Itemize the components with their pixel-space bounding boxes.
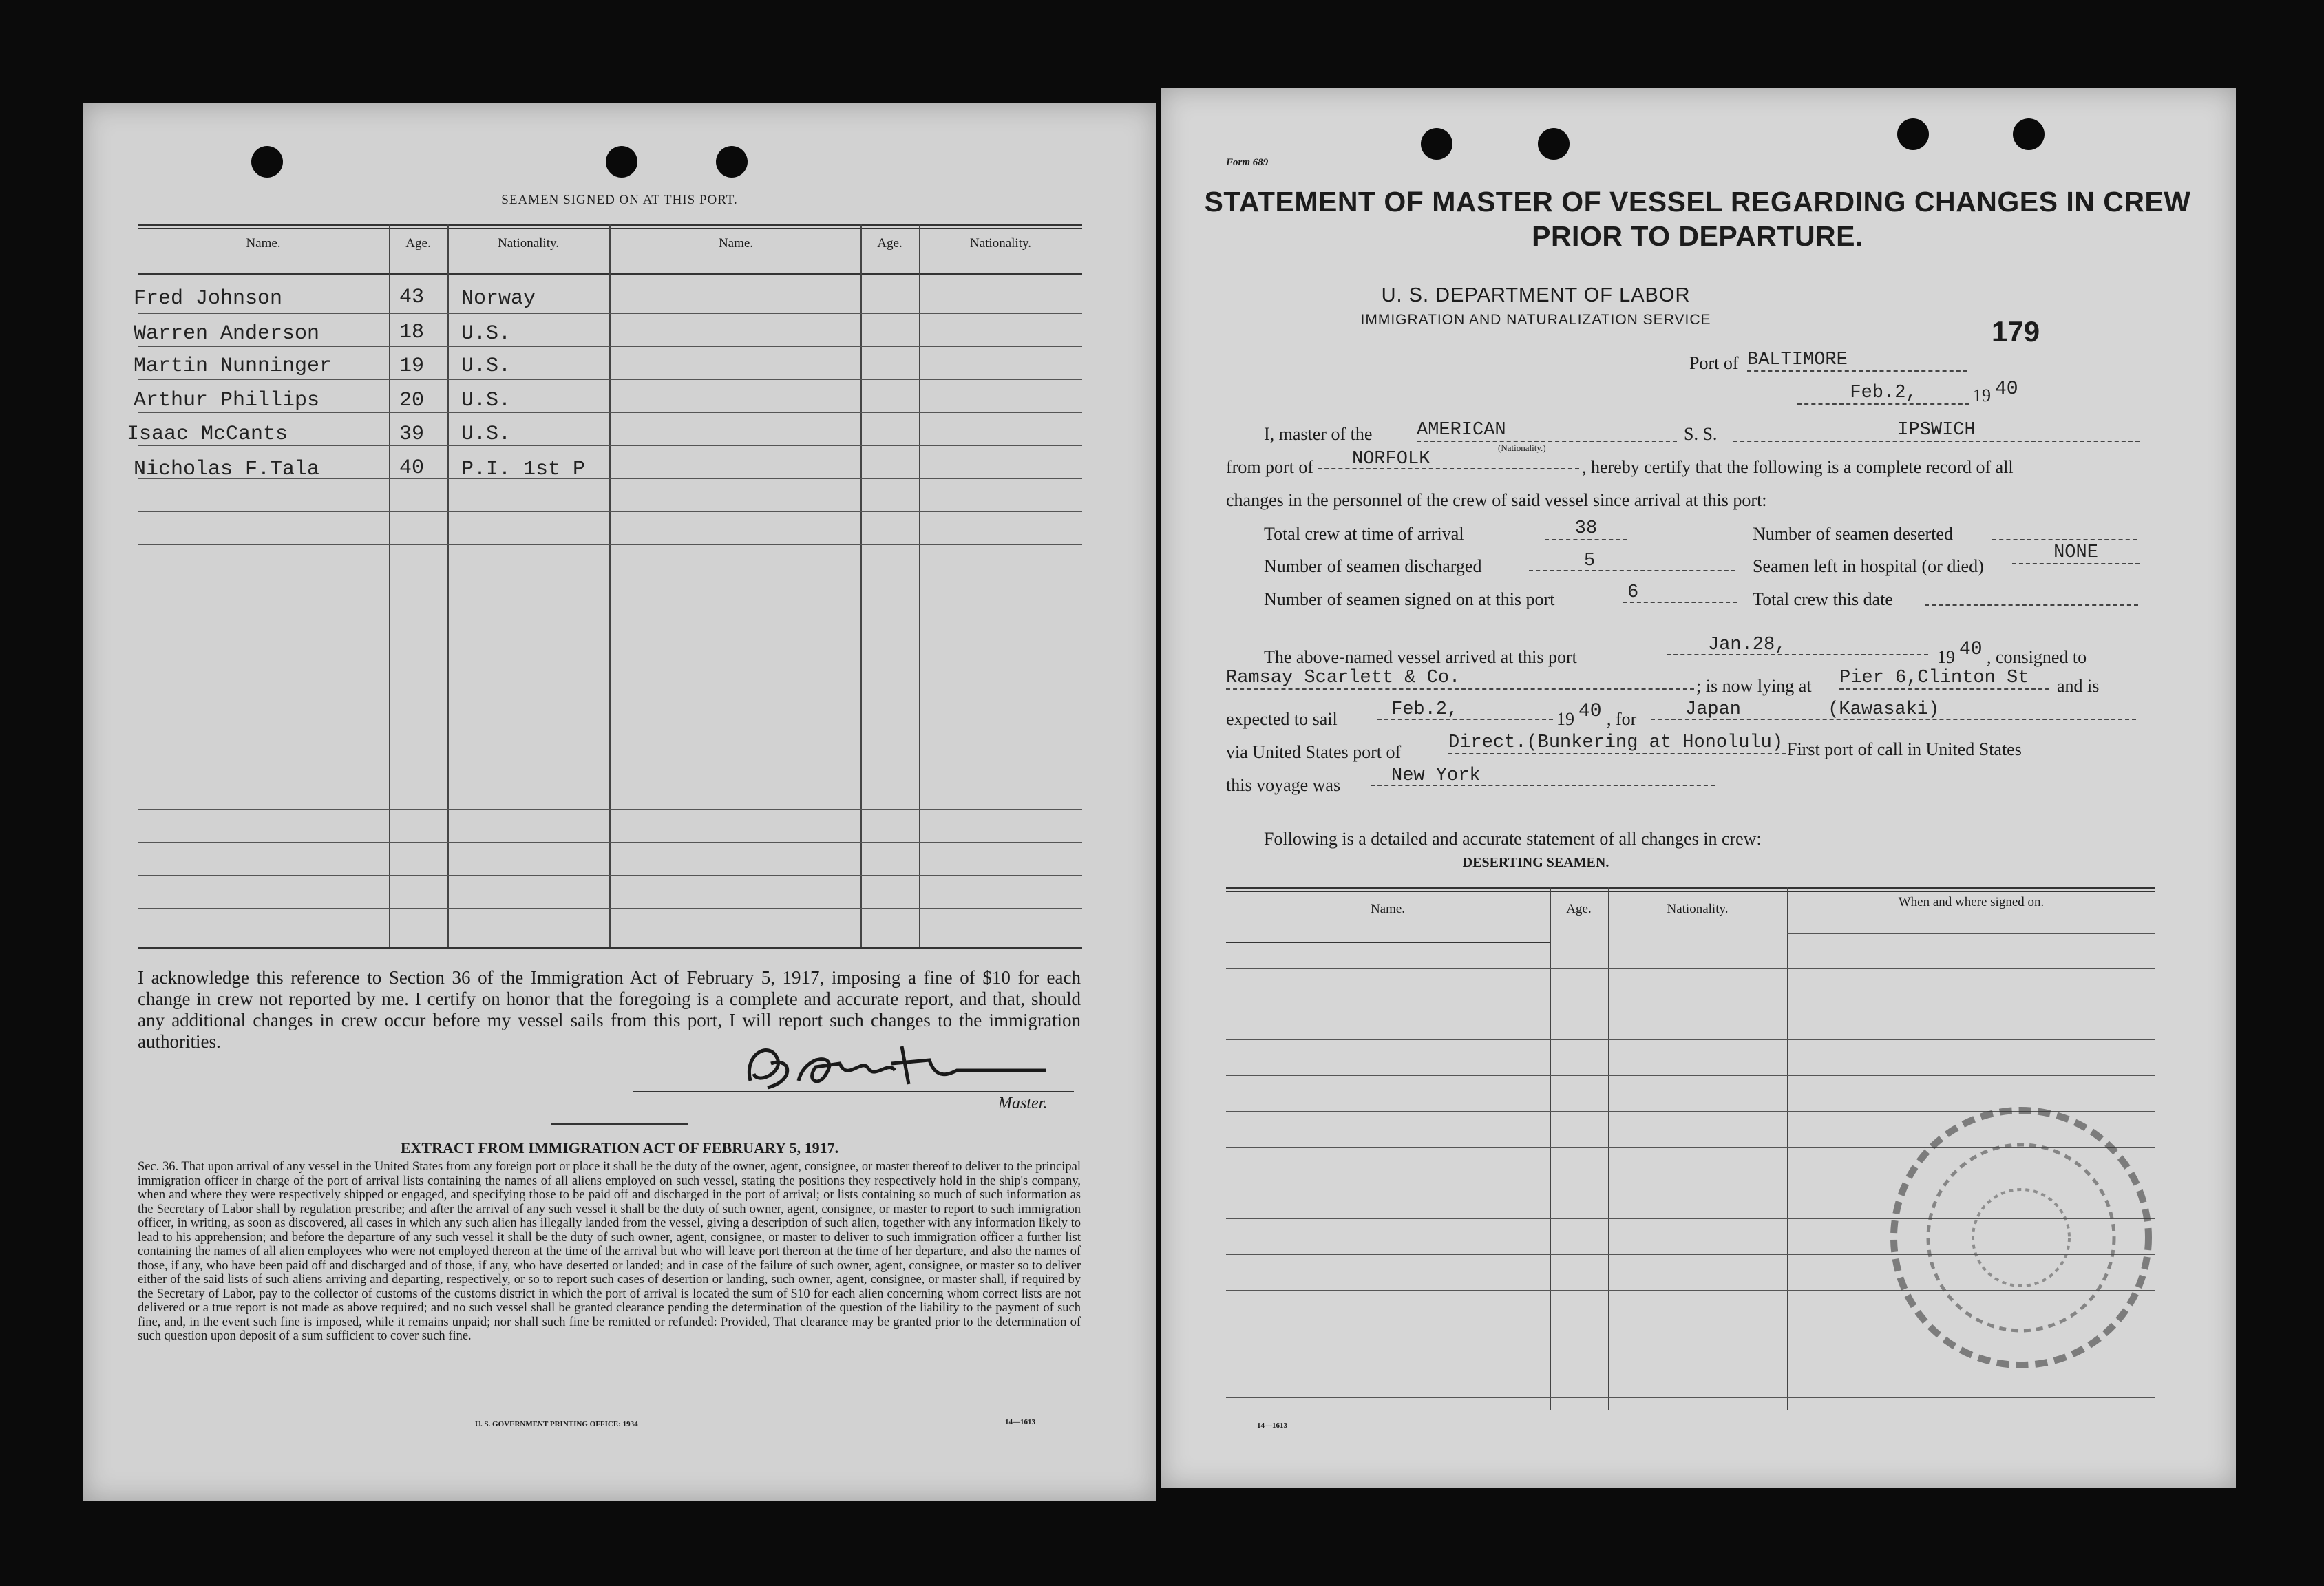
- table-rule: [1226, 968, 2155, 969]
- form-title-line1: STATEMENT OF MASTER OF VESSEL REGARDING CHANGES IN CREW: [1204, 186, 2191, 218]
- via-field: Direct.(Bunkering at Honolulu): [1448, 732, 1786, 754]
- column-header: When and where signed on.: [1898, 895, 2045, 909]
- column-header: Age.: [405, 236, 431, 251]
- date-field: Feb.2,: [1797, 383, 1969, 405]
- table-rule: [138, 842, 1082, 843]
- punch-hole: [1897, 118, 1929, 150]
- table-row-age: 43: [399, 286, 425, 309]
- form-code: 14—1613: [1005, 1418, 1035, 1426]
- table-rule: [138, 908, 1082, 909]
- total-crew-arrival-field: 38: [1545, 518, 1627, 540]
- table-row-nationality: Norway: [461, 287, 536, 310]
- right-page: [1161, 88, 2236, 1488]
- table-row-age: 18: [399, 321, 425, 344]
- service-name: IMMIGRATION AND NATURALIZATION SERVICE: [1360, 312, 1711, 328]
- arrived-field: Jan.28,: [1667, 635, 1928, 655]
- table-row-name: Isaac McCants: [127, 423, 288, 446]
- column-header: Nationality.: [498, 236, 559, 251]
- receipt-stamp: [1877, 1086, 2166, 1389]
- table-row-name: Warren Anderson: [134, 322, 320, 346]
- arrived-year-prefix: 19: [1937, 647, 1955, 667]
- punch-hole: [1538, 128, 1570, 160]
- ship-name-field: IPSWICH: [1733, 420, 2140, 442]
- printer-line: U. S. GOVERNMENT PRINTING OFFICE: 1934: [475, 1420, 638, 1428]
- expected-year-prefix: 19: [1556, 709, 1574, 729]
- seamen-signed-heading: SEAMEN SIGNED ON AT THIS PORT.: [501, 193, 738, 207]
- signed-on-field: 6: [1623, 582, 1737, 603]
- port-label: Port of: [1689, 353, 1739, 373]
- destination-note: (Kawasaki): [1828, 699, 1940, 720]
- master-of-label: I, master of the: [1264, 424, 1373, 444]
- nationality-field: AMERICAN: [1417, 420, 1677, 442]
- total-crew-date-field: [1925, 584, 2138, 606]
- voyage-label: this voyage was: [1226, 775, 1341, 795]
- column-header: Nationality.: [1667, 902, 1729, 916]
- extract-body: Sec. 36. That upon arrival of any vessel in the United States from any foreign port or place it shall be the duty of the owner, agent, consignee, or master thereof to deliver to the principal immigration officer in charge of the port of arrival lists containing the names of all aliens employed on such vessel, stating the positions they respectively hold in the ship's company, when and where they were respectively shipped or engaged, and specifying those to be paid off and discharged in the port of arrival; or lists containing so much of such information as the Secretary of Labor shall by regulation prescribe; and after the arrival of any such vessel it shall be the duty of such owner, agent, consignee, or master to report to such immigration officer, in writing, as soon as discovered, all cases in which any such alien has illegally landed from the vessel, giving a description of such alien, together with any information likely to lead to his apprehension; and before the departure of any such vessel it shall be the duty of such owner, agent, consignee, or master to deliver to such immigration officer a further list containing the names of all alien employees who were not employed thereon at the time of the arrival but who will leave port thereon at the time of her departure, and also the names of those, if any, who have been paid off and discharged and of those, if any, who have deserted or landed; and in case of the failure of such owner, agent, consignee, or master so to deliver either of the said lists of such aliens arriving and departing, respectively, or so to report such cases of desertion or landing, such owner, agent, consignee, or master shall, if required by the Secretary of Labor, pay to the collector of customs of the customs district in which the port of arrival is located the sum of $10 for each alien concerning whom correct lists are not delivered or a true report is not made as above required; and no such vessel shall be granted clearance pending the determination of the question of the liability to the payment of such fine, and, in the event such fine is imposed, while it remains unpaid; nor shall such fine be remitted or refunded: Provided, That clearance may be granted prior to the determination of such question upon deposit of a sum sufficient to cover such fine.: [138, 1160, 1081, 1343]
- discharged-label: Number of seamen discharged: [1264, 556, 1482, 576]
- table-row-age: 19: [399, 355, 425, 378]
- table-rule: [138, 544, 1082, 545]
- voyage-field: New York: [1371, 765, 1715, 786]
- total-crew-arrival-label: Total crew at time of arrival: [1264, 524, 1464, 544]
- port-field: BALTIMORE: [1747, 350, 1967, 372]
- table-rule: [138, 511, 1082, 512]
- destination-field: [1651, 699, 2136, 720]
- deserted-field: [1992, 518, 2137, 540]
- arrived-year-suffix: 40: [1959, 639, 1983, 660]
- punch-hole: [1421, 128, 1452, 160]
- hospital-field: NONE: [2012, 542, 2140, 564]
- certify-text: , hereby certify that the following is a complete record of all: [1582, 457, 2014, 477]
- table-rule: [1226, 1397, 2155, 1398]
- table-row-age: 40: [399, 456, 425, 480]
- table-row-nationality: U.S.: [461, 355, 511, 378]
- from-port-label: from port of: [1226, 457, 1314, 477]
- column-header: Nationality.: [970, 236, 1031, 251]
- table-rule: [138, 412, 1082, 413]
- from-port-field: NORFOLK: [1318, 449, 1579, 469]
- table-rule: [138, 875, 1082, 876]
- form-number: Form 689: [1226, 157, 1269, 168]
- destination-value: Japan: [1685, 699, 1742, 720]
- table-rule: [1226, 1075, 2155, 1076]
- table-row-name: Fred Johnson: [134, 287, 283, 310]
- consigned-label: , consigned to: [1987, 647, 2087, 667]
- punch-hole: [716, 146, 748, 178]
- hospital-label: Seamen left in hospital (or died): [1753, 556, 1984, 576]
- date-year-prefix: 19: [1973, 385, 1991, 405]
- ss-label: S. S.: [1684, 424, 1718, 444]
- deserted-label: Number of seamen deserted: [1753, 524, 1953, 544]
- first-port-label: First port of call in United States: [1787, 739, 2022, 759]
- changes-text: changes in the personnel of the crew of said vessel since arrival at this port:: [1226, 490, 1767, 510]
- master-label: Master.: [998, 1095, 1048, 1112]
- table-rule: [138, 346, 1082, 347]
- form-code: 14—1613: [1257, 1421, 1287, 1430]
- lying-field: Pier 6,Clinton St: [1839, 668, 2049, 690]
- column-header: Name.: [1370, 902, 1406, 916]
- form-title: [1161, 184, 2235, 253]
- signed-on-label: Number of seamen signed on at this port: [1264, 589, 1555, 609]
- following-text: Following is a detailed and accurate statement of all changes in crew:: [1264, 829, 1762, 849]
- table-row-age: 39: [399, 423, 425, 446]
- discharged-field: 5: [1529, 551, 1735, 571]
- punch-hole: [2013, 118, 2045, 150]
- serial-number: 179: [1992, 315, 2040, 348]
- expected-field: Feb.2,: [1377, 699, 1553, 720]
- left-page: [83, 103, 1156, 1501]
- expected-label: expected to sail: [1226, 709, 1338, 729]
- table-row-nationality: U.S.: [461, 322, 511, 346]
- table-row-nationality: U.S.: [461, 389, 511, 412]
- punch-hole: [251, 146, 283, 178]
- divider: [551, 1123, 688, 1125]
- table-row-name: Martin Nunninger: [134, 355, 332, 378]
- column-header: Age.: [1566, 902, 1592, 916]
- department-name: U. S. DEPARTMENT OF LABOR: [1381, 284, 1691, 306]
- table-row-name: Nicholas F.Tala: [134, 458, 320, 481]
- arrived-label: The above-named vessel arrived at this port: [1264, 647, 1577, 667]
- table-row-age: 20: [399, 389, 425, 412]
- table-rule: [138, 379, 1082, 380]
- total-crew-date-label: Total crew this date: [1753, 589, 1893, 609]
- master-signature-line: [633, 1091, 1074, 1092]
- lying-label: ; is now lying at: [1696, 676, 1812, 696]
- via-label: via United States port of: [1226, 742, 1402, 762]
- table-rule: [138, 809, 1082, 810]
- punch-hole: [606, 146, 637, 178]
- extract-title: EXTRACT FROM IMMIGRATION ACT OF FEBRUARY 5, 1917.: [400, 1139, 839, 1156]
- consignee-field: Ramsay Scarlett & Co.: [1226, 668, 1694, 690]
- column-header: Age.: [877, 236, 902, 251]
- table-row-name: Arthur Phillips: [134, 389, 320, 412]
- table-row-nationality: U.S.: [461, 423, 511, 446]
- date-year-suffix: 40: [1995, 379, 2018, 400]
- nationality-caption: (Nationality.): [1498, 443, 1546, 453]
- column-header: Name.: [246, 236, 281, 251]
- table-row-nationality: P.I. 1st P: [461, 458, 586, 481]
- deserting-heading: DESERTING SEAMEN.: [1462, 855, 1609, 870]
- table-rule: [1226, 1039, 2155, 1040]
- expected-year-suffix: 40: [1578, 701, 1602, 722]
- and-is-text: and is: [2057, 676, 2100, 696]
- for-label: , for: [1607, 709, 1637, 729]
- seamen-signed-table: [127, 224, 1082, 947]
- table-rule: [138, 313, 1082, 314]
- column-header: Name.: [718, 236, 754, 251]
- acknowledgement-text: I acknowledge this reference to Section 36 of the Immigration Act of February 5, 1917, imposing a fine of $10 for each change in crew not reported by me. I certify on honor that the foregoing is a complete and accurate report, and that, should any additional changes in crew occur before my vessel sails from this port, I will report such changes to the immigration authorities.: [138, 967, 1081, 1052]
- form-title-line2: PRIOR TO DEPARTURE.: [1532, 220, 1863, 252]
